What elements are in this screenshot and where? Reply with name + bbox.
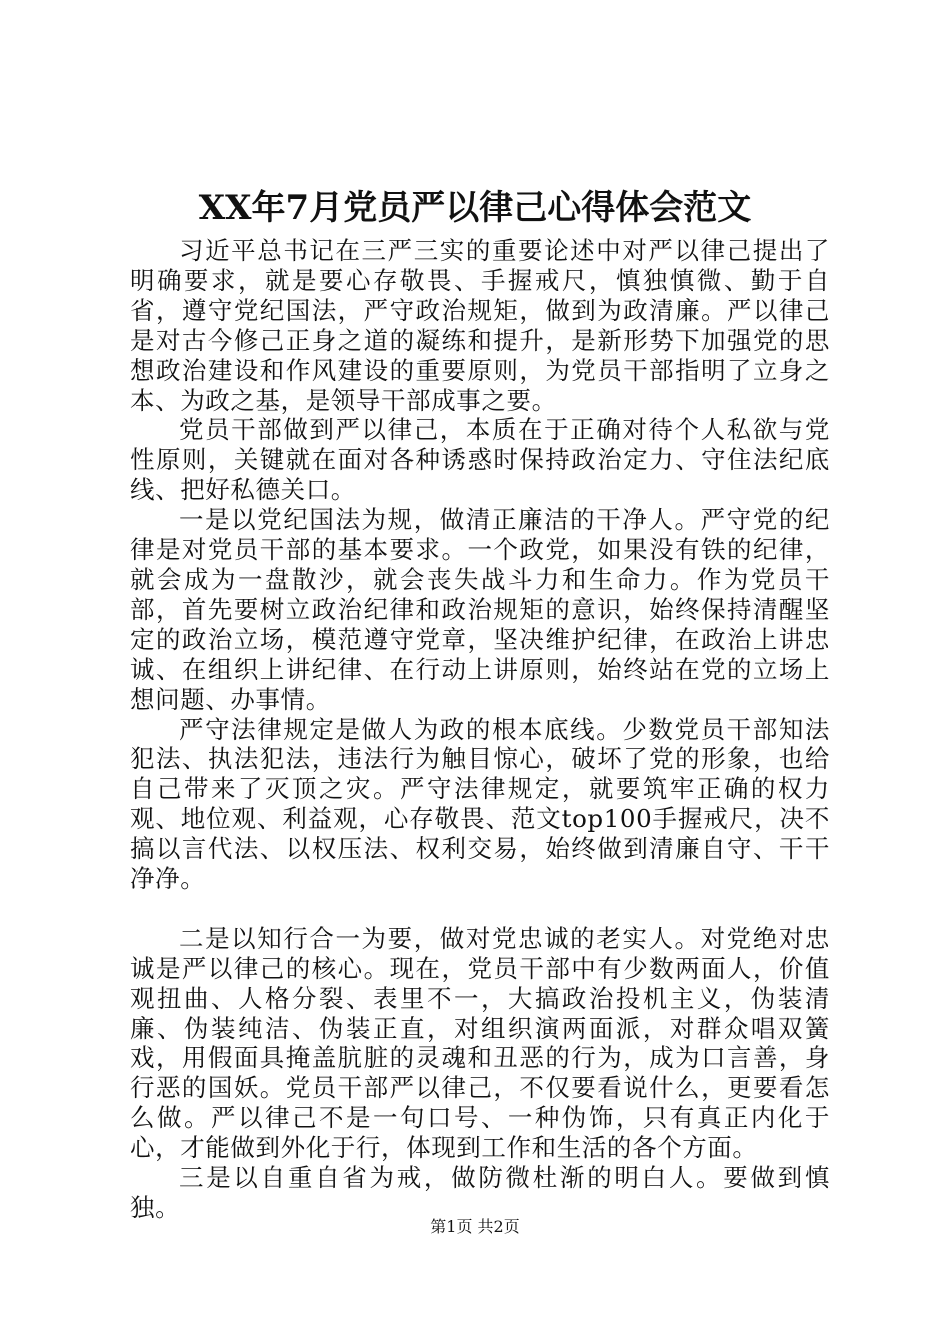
document-body — [130, 236, 830, 1223]
paragraph-point-two: 二是以知行合一为要，做对党忠诚的老实人。对党绝对忠诚是严以律己的核心。现在，党员干部中有少数两面人，价值观扭曲、人格分裂、表里不一，大搞政治投机主义，伪装清廉、伪装纯洁、伪装正直，对组织演两面派，对群众唱双簧戏，用假面具掩盖肮脏的灵魂和丑恶的行为，成为口言善，身行恶的国妖。党员干部严以律己，不仅要看说什么，更要看怎么做。严以律己不是一句口号、一种伪饰，只有真正内化于心，才能做到外化于行，体现到工作和生活的各个方面。 — [130, 923, 830, 1163]
paragraph-intro: 习近平总书记在三严三实的重要论述中对严以律己提出了明确要求，就是要心存敬畏、手握戒尺，慎独慎微、勤于自省，遵守党纪国法，严守政治规矩，做到为政清廉。严以律己是对古今修己正身之道的凝练和提升，是新形势下加强党的思想政治建设和作风建设的重要原则，为党员干部指明了立身之本、为政之基，是领导干部成事之要。 — [130, 236, 830, 415]
paragraph-point-one: 一是以党纪国法为规，做清正廉洁的干净人。严守党的纪律是对党员干部的基本要求。一个政党，如果没有铁的纪律，就会成为一盘散沙，就会丧失战斗力和生命力。作为党员干部，首先要树立政治纪律和政治规矩的意识，始终保持清醒坚定的政治立场，模范遵守党章，坚决维护纪律，在政治上讲忠诚、在组织上讲纪律、在行动上讲原则，始终站在党的立场上想问题、办事情。 — [130, 505, 830, 714]
paragraph-essence: 党员干部做到严以律己，本质在于正确对待个人私欲与党性原则，关键就在面对各种诱惑时保持政治定力、守住法纪底线、把好私德关口。 — [130, 415, 830, 505]
paragraph-point-three: 三是以自重自省为戒，做防微杜渐的明白人。要做到慎独。 — [130, 1163, 830, 1222]
page-footer: 第1页 共2页 — [430, 1217, 520, 1236]
blank-line — [130, 894, 830, 924]
paragraph-law: 严守法律规定是做人为政的根本底线。少数党员干部知法犯法、执法犯法，违法行为触目惊心，破坏了党的形象，也给自己带来了灭顶之灾。严守法律规定，就要筑牢正确的权力观、地位观、利益观，心存敬畏、范文top100手握戒尺，决不搞以言代法、以权压法、权利交易，始终做到清廉自守、干干净净。 — [130, 714, 830, 894]
document-title: XX年7月党员严以律己心得体会范文 — [198, 188, 752, 228]
